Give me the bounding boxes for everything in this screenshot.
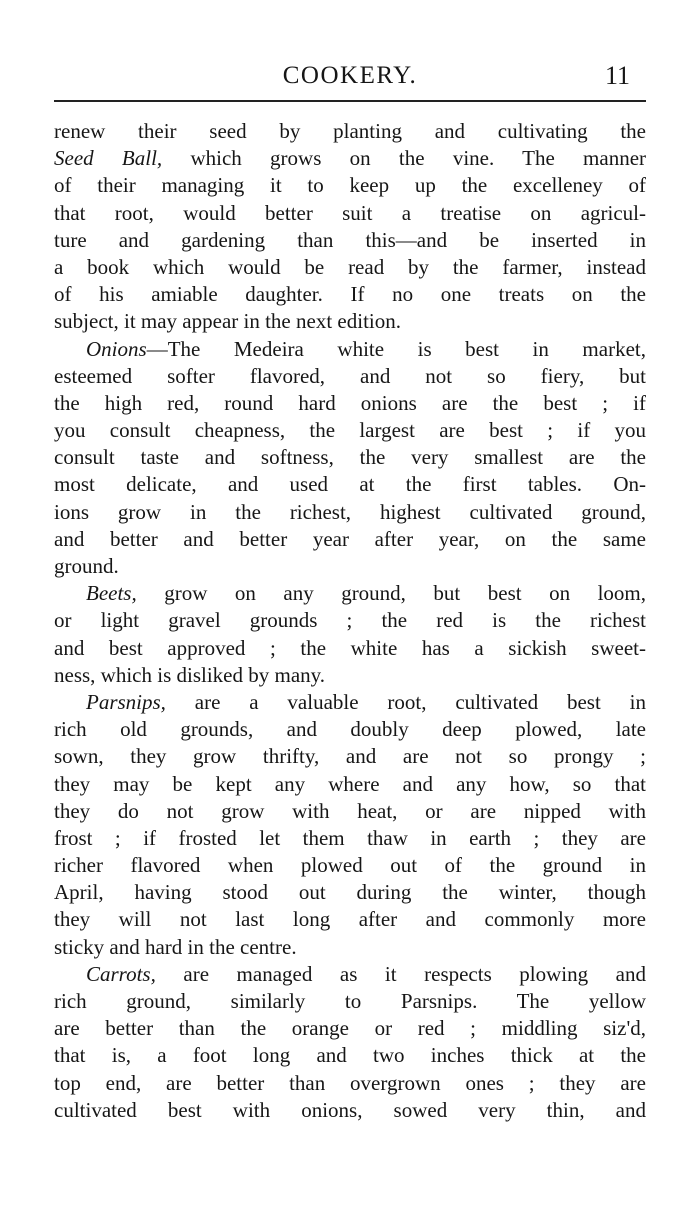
- text-run: top end, are better than overgrown ones ; they are: [54, 1070, 646, 1095]
- text-line: [54, 390, 646, 417]
- text-line: [54, 553, 646, 580]
- text-line: [54, 934, 646, 961]
- text-line: [54, 1070, 646, 1097]
- text-line: [54, 227, 646, 254]
- text-run: the high red, round hard onions are the best ; if: [54, 390, 646, 415]
- text-line: [54, 526, 646, 553]
- text-line: [54, 254, 646, 281]
- body-text: [54, 118, 646, 1124]
- text-run: or light gravel grounds ; the red is the richest: [54, 608, 646, 633]
- text-line: [54, 417, 646, 444]
- text-run: they may be kept any where and any how, so that: [54, 771, 646, 796]
- text-line: [54, 662, 646, 689]
- text-run: a book which would be read by the farmer, instead: [54, 254, 646, 279]
- text-line: [54, 172, 646, 199]
- text-line: [54, 281, 646, 308]
- text-run: that is, a foot long and two inches thick at the: [54, 1043, 646, 1068]
- text-line: [54, 798, 646, 825]
- text-run: are a valuable root, cultivated best in: [165, 689, 646, 714]
- emphasis: Onions: [86, 336, 147, 361]
- text-run: grow on any ground, but best on loom,: [136, 581, 646, 606]
- text-run: ture and gardening than this—and be inserted in: [54, 227, 646, 252]
- text-line: [54, 635, 646, 662]
- text-line: [54, 852, 646, 879]
- text-line: [54, 743, 646, 770]
- text-run: and better and better year after year, on the same: [54, 526, 646, 551]
- text-run: frost ; if frosted let them thaw in earth ; they are: [54, 825, 646, 850]
- text-line: [54, 308, 646, 335]
- text-run: rich old grounds, and doubly deep plowed, late: [54, 717, 646, 742]
- text-run: and best approved ; the white has a sickish sweet-: [54, 635, 646, 660]
- text-run: April, having stood out during the winter, though: [54, 880, 646, 905]
- header-rule: [54, 100, 646, 102]
- text-line: [54, 145, 646, 172]
- emphasis: Parsnips,: [86, 689, 166, 714]
- text-run: they will not last long after and commonly more: [54, 907, 646, 932]
- text-run: are managed as it respects plowing and: [155, 961, 646, 986]
- text-line: [54, 336, 646, 363]
- text-run: of their managing it to keep up the excelleney of: [54, 173, 646, 198]
- text-run: cultivated best with onions, sowed very thin, and: [54, 1097, 646, 1122]
- text-line: [54, 200, 646, 227]
- text-line: [54, 1097, 646, 1124]
- emphasis: Carrots,: [86, 961, 156, 986]
- emphasis: Seed Ball,: [54, 146, 163, 171]
- text-run: which grows on the vine. The manner: [162, 146, 647, 171]
- text-run: richer flavored when plowed out of the ground in: [54, 853, 646, 878]
- text-run: sticky and hard in the centre.: [54, 934, 297, 959]
- text-run: —The Medeira white is best in market,: [146, 336, 646, 361]
- text-line: [54, 471, 646, 498]
- text-line: [54, 607, 646, 634]
- text-run: are better than the orange or red ; middling siz'd,: [54, 1016, 646, 1041]
- text-line: [54, 363, 646, 390]
- running-header: [54, 62, 646, 100]
- running-title: COOKERY.: [282, 62, 418, 89]
- text-line: [54, 825, 646, 852]
- text-run: that root, would better suit a treatise on agricul-: [54, 200, 646, 225]
- text-run: rich ground, similarly to Parsnips. The yellow: [54, 989, 646, 1013]
- text-line: [54, 879, 646, 906]
- text-run: ions grow in the richest, highest cultivated ground,: [54, 499, 646, 524]
- text-run: consult taste and softness, the very smallest are the: [54, 445, 646, 470]
- text-run: most delicate, and used at the first tables. On-: [54, 472, 646, 497]
- text-line: [54, 499, 646, 526]
- text-line: [54, 1015, 646, 1042]
- text-line: [54, 906, 646, 933]
- text-line: [54, 961, 646, 988]
- text-line: [54, 988, 646, 1015]
- text-run: sown, they grow thrifty, and are not so prongy ;: [54, 744, 646, 769]
- emphasis: Beets,: [86, 581, 137, 606]
- text-line: [54, 1042, 646, 1069]
- text-run: renew their seed by planting and cultivating the: [54, 119, 646, 143]
- text-line: [54, 716, 646, 743]
- page-number: 11: [604, 61, 630, 90]
- text-run: ness, which is disliked by many.: [54, 662, 326, 687]
- text-line: [54, 444, 646, 471]
- text-line: [54, 689, 646, 716]
- text-run: they do not grow with heat, or are nipped with: [54, 798, 646, 823]
- text-line: [54, 118, 646, 145]
- text-run: of his amiable daughter. If no one treats on the: [54, 282, 646, 307]
- text-run: ground.: [54, 554, 119, 578]
- text-run: you consult cheapness, the largest are best ; if you: [54, 418, 646, 443]
- text-line: [54, 771, 646, 798]
- text-line: [54, 580, 646, 607]
- text-run: subject, it may appear in the next edition.: [54, 309, 401, 334]
- text-run: esteemed softer flavored, and not so fiery, but: [54, 363, 646, 388]
